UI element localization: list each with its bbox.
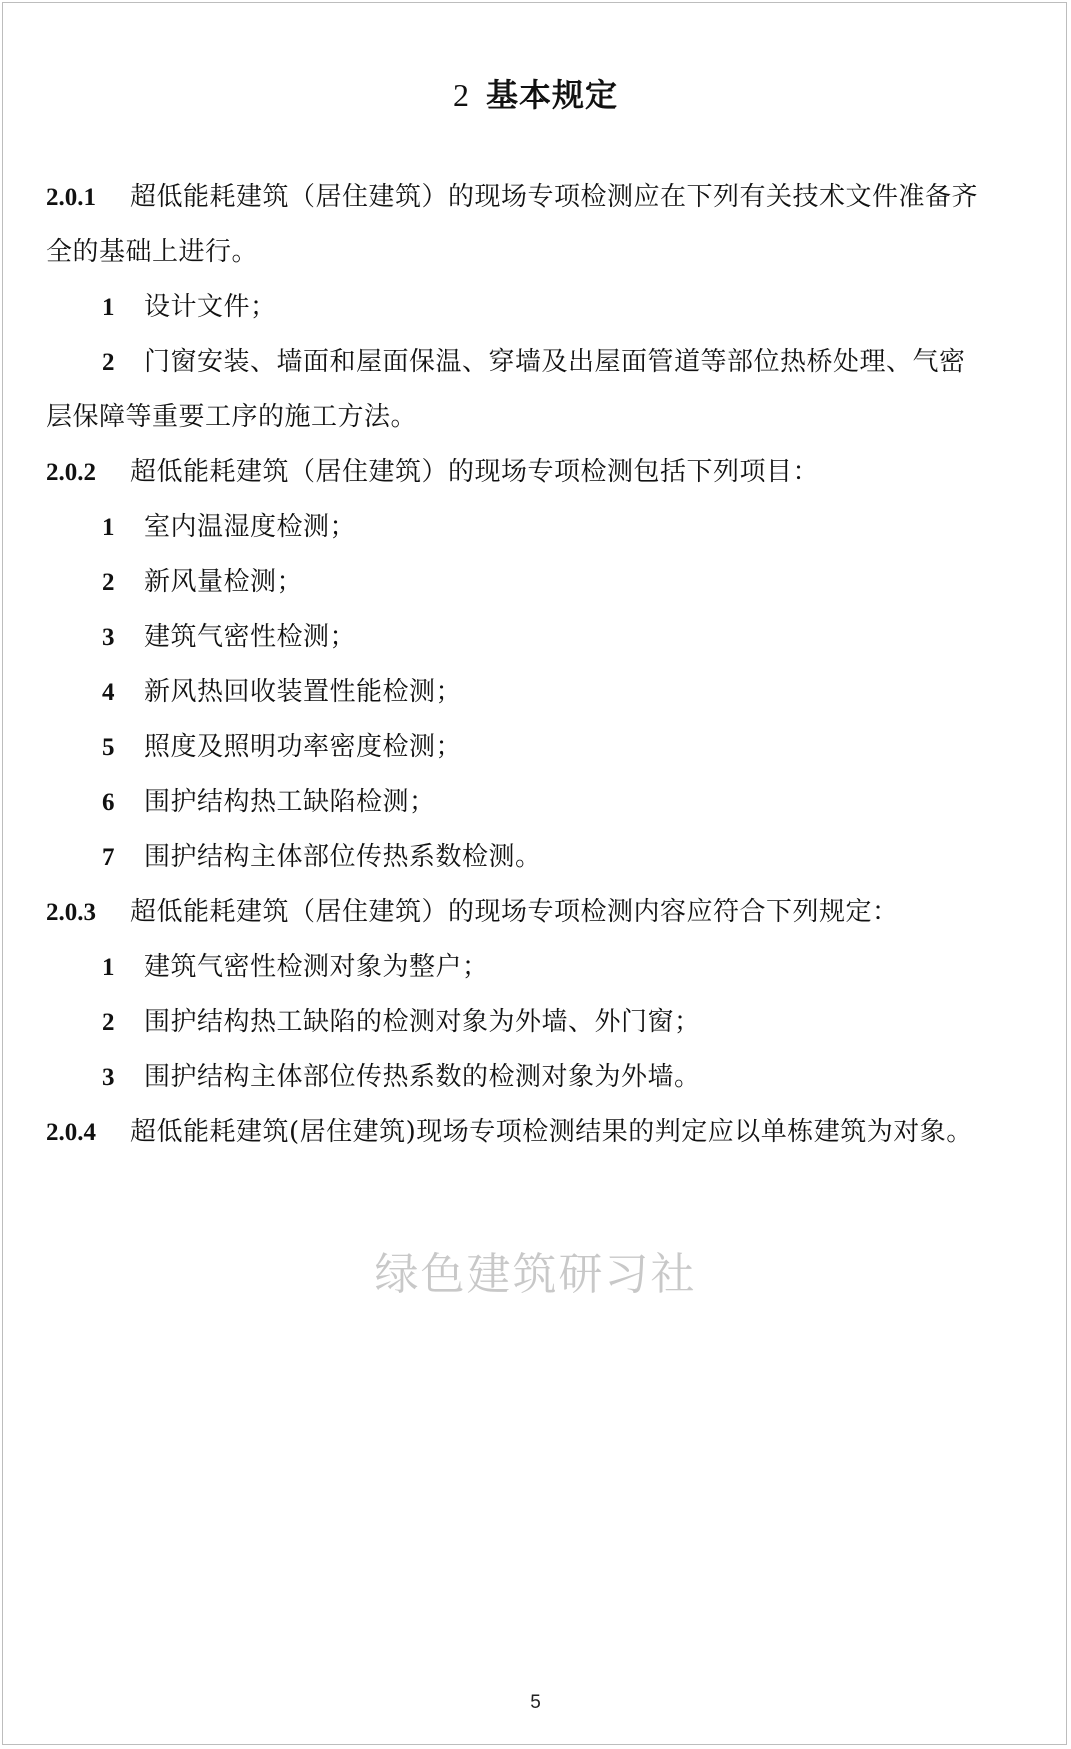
- item-text: 新风量检测；: [144, 567, 304, 597]
- item-number: 1: [102, 514, 115, 541]
- item-text: 门窗安装、墙面和屋面保温、穿墙及出屋面管道等部位热桥处理、气密: [144, 347, 966, 377]
- list-item: [46, 940, 1026, 995]
- clause-number: 2.0.4: [46, 1119, 96, 1146]
- item-text: 围护结构主体部位传热系数的检测对象为外墙。: [144, 1062, 701, 1092]
- item-text: 设计文件；: [144, 292, 277, 322]
- item-number: 3: [102, 624, 115, 651]
- list-item: [46, 555, 1026, 610]
- list-item: [46, 720, 1026, 775]
- list-item: [46, 665, 1026, 720]
- item-number: 2: [102, 1009, 115, 1036]
- item-number: 3: [102, 1064, 115, 1091]
- item-number: 2: [102, 349, 115, 376]
- list-item: [46, 1050, 1026, 1105]
- document-body: [46, 170, 1026, 1160]
- item-text: 围护结构热工缺陷检测；: [144, 787, 436, 817]
- item-number: 5: [102, 734, 115, 761]
- item-number: 7: [102, 844, 115, 871]
- clause-number: 2.0.3: [46, 899, 96, 926]
- item-text: 照度及照明功率密度检测；: [144, 732, 463, 762]
- clause-number: 2.0.2: [46, 459, 96, 486]
- list-item: [46, 775, 1026, 830]
- clause-2-0-1: [46, 170, 1026, 225]
- watermark: 绿色建筑研习社: [374, 1249, 697, 1300]
- clause-text: 超低能耗建筑（居住建筑）的现场专项检测包括下列项目：: [130, 457, 820, 487]
- item-text: 围护结构主体部位传热系数检测。: [144, 842, 542, 872]
- item-number: 4: [102, 679, 115, 706]
- item-text: 建筑气密性检测；: [144, 622, 357, 652]
- item-number: 1: [102, 954, 115, 981]
- chapter-heading: 基本规定: [485, 76, 618, 114]
- clause-2-0-3: [46, 885, 1026, 940]
- clause-number: 2.0.1: [46, 184, 96, 211]
- list-item: [46, 995, 1026, 1050]
- list-item: [46, 500, 1026, 555]
- chapter-title: [0, 70, 1071, 116]
- item-continuation: 层保障等重要工序的施工方法。: [46, 402, 418, 432]
- list-item: [46, 335, 1026, 390]
- item-number: 6: [102, 789, 115, 816]
- chapter-number: 2: [452, 77, 470, 113]
- item-text: 室内温湿度检测；: [144, 512, 357, 542]
- clause-text: 超低能耗建筑(居住建筑)现场专项检测结果的判定应以单栋建筑为对象。: [130, 1117, 973, 1147]
- clause-text: 超低能耗建筑（居住建筑）的现场专项检测内容应符合下列规定：: [130, 897, 899, 927]
- clause-2-0-4: [46, 1105, 1026, 1160]
- page-number: 5: [530, 1692, 541, 1713]
- list-item: [46, 280, 1026, 335]
- item-number: 2: [102, 569, 115, 596]
- list-item: [46, 610, 1026, 665]
- item-text: 新风热回收装置性能检测；: [144, 677, 463, 707]
- item-text: 建筑气密性检测对象为整户；: [144, 952, 489, 982]
- list-item: [46, 830, 1026, 885]
- item-number: 1: [102, 294, 115, 321]
- clause-2-0-2: [46, 445, 1026, 500]
- clause-continuation: 全的基础上进行。: [46, 237, 259, 267]
- item-text: 围护结构热工缺陷的检测对象为外墙、外门窗；: [144, 1007, 701, 1037]
- clause-text: 超低能耗建筑（居住建筑）的现场专项检测应在下列有关技术文件准备齐: [130, 182, 979, 212]
